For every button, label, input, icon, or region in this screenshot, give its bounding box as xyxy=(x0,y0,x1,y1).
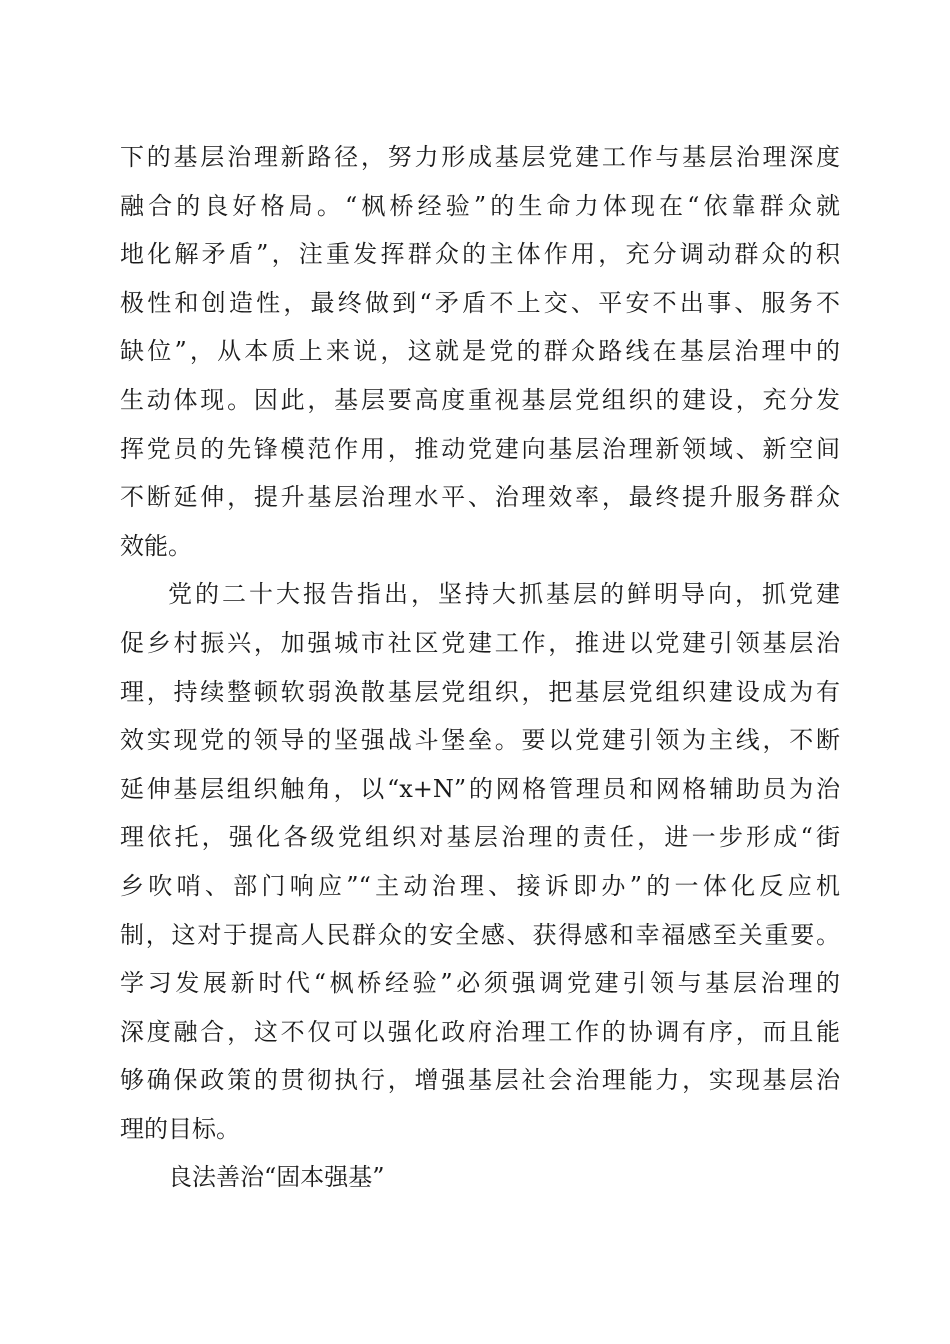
text-line: 融合的良好格局。“枫桥经验”的生命力体现在“依靠群众就 xyxy=(120,191,840,220)
text-line: 下的基层治理新路径，努力形成基层党建工作与基层治理深度 xyxy=(120,143,840,171)
text-line: 促乡村振兴，加强城市社区党建工作，推进以党建引领基层治 xyxy=(120,628,840,657)
text-line: 深度融合，这不仅可以强化政府治理工作的协调有序，而且能 xyxy=(120,1017,840,1046)
text-line: 挥党员的先锋模范作用，推动党建向基层治理新领域、新空间 xyxy=(120,434,840,463)
body-text xyxy=(120,133,840,1202)
text-line: 不断延伸，提升基层治理水平、治理效率，最终提升服务群众 xyxy=(120,483,840,512)
paragraph-first-line: 良法善治“固本强基” xyxy=(168,1163,385,1192)
text-line: 极性和创造性，最终做到“矛盾不上交、平安不出事、服务不 xyxy=(120,288,840,317)
text-line: 生动体现。因此，基层要高度重视基层党组织的建设，充分发 xyxy=(120,385,840,414)
text-line: 乡吹哨、部门响应”“主动治理、接诉即办”的一体化反应机 xyxy=(120,871,840,900)
text-line: 延伸基层组织触角，以“x+N”的网格管理员和网格辅助员为治 xyxy=(120,774,840,803)
text-line: 效实现党的领导的坚强战斗堡垒。要以党建引领为主线，不断 xyxy=(120,726,840,755)
text-line: 地化解矛盾”，注重发挥群众的主体作用，充分调动群众的积 xyxy=(120,240,840,269)
text-line: 理的目标。 xyxy=(120,1114,240,1143)
text-line: 理，持续整顿软弱涣散基层党组织，把基层党组织建设成为有 xyxy=(120,677,840,706)
text-line: 学习发展新时代“枫桥经验”必须强调党建引领与基层治理的 xyxy=(120,969,840,998)
text-line: 制，这对于提高人民群众的安全感、获得感和幸福感至关重要。 xyxy=(120,920,840,949)
text-line: 理依托，强化各级党组织对基层治理的责任，进一步形成“街 xyxy=(120,823,840,852)
text-line: 缺位”，从本质上来说，这就是党的群众路线在基层治理中的 xyxy=(120,337,840,366)
text-line: 效能。 xyxy=(120,531,192,560)
paragraph-first-line: 党的二十大报告指出，坚持大抓基层的鲜明导向，抓党建 xyxy=(168,580,840,609)
text-line: 够确保政策的贯彻执行，增强基层社会治理能力，实现基层治 xyxy=(120,1066,840,1095)
